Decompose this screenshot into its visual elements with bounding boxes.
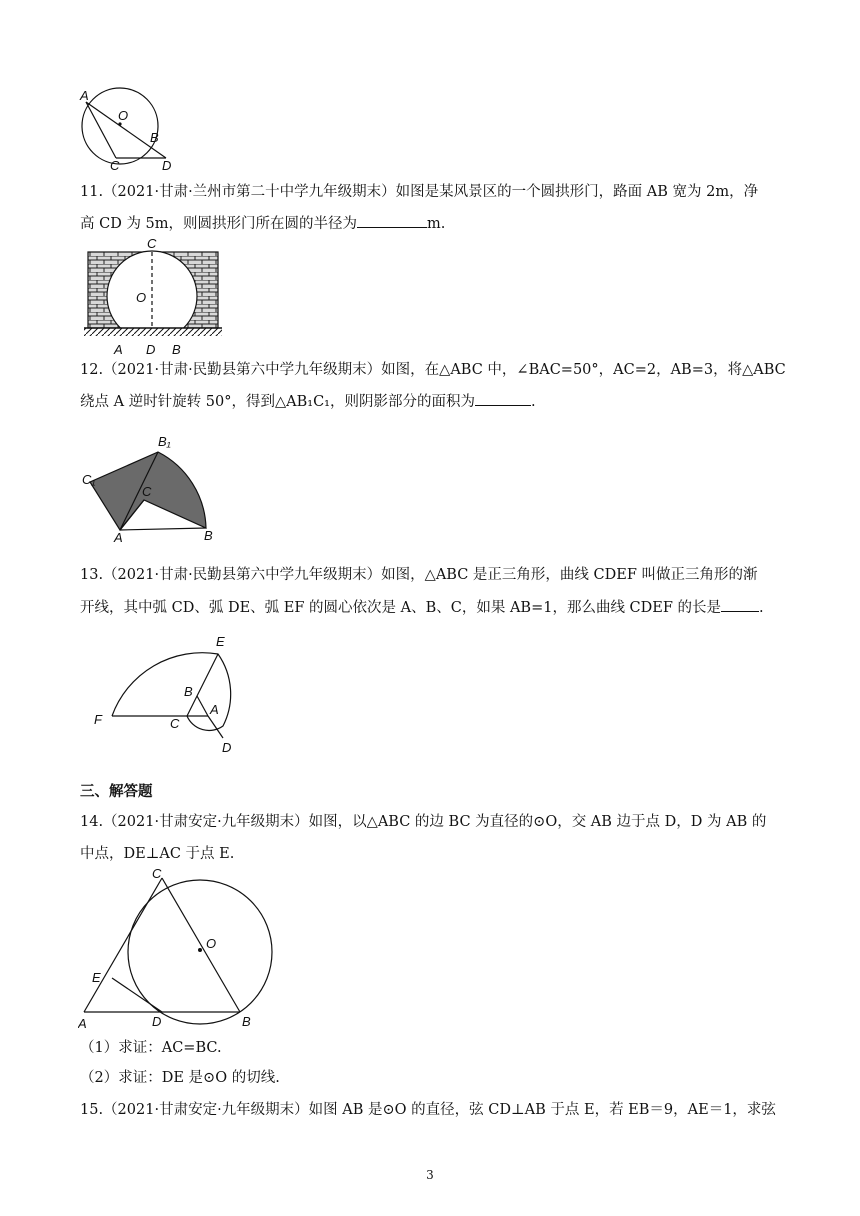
q12-line2-pre: 绕点 A 逆时针旋转 50°，得到△AB₁C₁，则阴影部分的面积为: [80, 394, 475, 410]
label-B1: B₁: [158, 434, 171, 449]
q12-line1: 12.（2021·甘肃·民勤县第六中学九年级期末）如图，在△ABC 中，∠BAC=50°，AC=2，AB=3，将△ABC: [80, 362, 786, 378]
q11-line2: [80, 214, 780, 234]
label-C: C: [170, 716, 180, 731]
figure-q10: [78, 86, 188, 172]
answer-blank: [475, 405, 531, 406]
answer-blank: [721, 611, 759, 612]
label-B: B: [172, 342, 181, 357]
label-E: E: [216, 634, 225, 649]
center-point: [198, 948, 202, 952]
segment-bc: [162, 878, 240, 1012]
ground-hatch: [84, 328, 222, 336]
label-A: A: [114, 530, 123, 544]
q14-sub2: （2）求证：DE 是⊙O 的切线.: [80, 1070, 280, 1086]
label-D: D: [152, 1014, 162, 1029]
label-A: A: [80, 88, 89, 103]
q14-sub1: （1）求证：AC=BC.: [80, 1040, 222, 1056]
label-E: E: [92, 970, 101, 985]
q12-line2-post: .: [531, 394, 536, 410]
label-B: B: [184, 684, 193, 699]
label-D: D: [162, 158, 172, 172]
label-O: O: [206, 936, 217, 951]
figure-q14: [78, 866, 278, 1032]
label-C: C: [142, 484, 152, 499]
figure-q12: [80, 432, 230, 544]
label-O: O: [118, 108, 129, 123]
figure-q13: [90, 630, 260, 760]
label-C1: C₁: [82, 472, 96, 487]
q11-line2-pre: 高 CD 为 5m，则圆拱形门所在圆的半径为: [80, 216, 358, 232]
label-B: B: [204, 528, 213, 543]
q13-line2: [80, 598, 780, 618]
label-O: O: [136, 290, 147, 305]
q13-line1: 13.（2021·甘肃·民勤县第六中学九年级期末）如图，△ABC 是正三角形，曲线 CDEF 叫做正三角形的渐: [80, 567, 758, 583]
segment-ac: [84, 878, 162, 1012]
label-C: C: [152, 866, 162, 881]
q11-line2-post: m.: [427, 216, 446, 232]
q13-line2-pre: 开线，其中弧 CD、弧 DE、弧 EF 的圆心依次是 A、B、C，如果 AB=1，那么曲线 CDEF 的长是: [80, 600, 722, 616]
q14-line2: 中点，DE⊥AC 于点 E.: [80, 846, 235, 862]
label-A: A: [114, 342, 123, 357]
label-A: A: [78, 1016, 87, 1031]
section-heading: 三、解答题: [80, 783, 153, 800]
label-F: F: [94, 712, 102, 727]
segment-ba: [197, 696, 208, 716]
q14-line1: 14.（2021·甘肃安定·九年级期末）如图，以△ABC 的边 BC 为直径的⊙O，交 AB 边于点 D，D 为 AB 的: [80, 814, 767, 830]
label-C: C: [110, 158, 120, 172]
figure-q11: [80, 232, 225, 358]
label-C: C: [147, 236, 157, 251]
label-D: D: [222, 740, 232, 755]
label-B: B: [242, 1014, 251, 1029]
answer-blank: [357, 227, 427, 228]
q15-line1: 15.（2021·甘肃安定·九年级期末）如图 AB 是⊙O 的直径，弦 CD⊥AB 于点 E，若 EB＝9，AE＝1，求弦: [80, 1102, 776, 1118]
label-D: D: [146, 342, 156, 357]
page-number: 3: [426, 1168, 434, 1182]
segment-de: [112, 978, 162, 1012]
segment-ab: [120, 528, 206, 530]
q11-line1: 11.（2021·甘肃·兰州市第二十中学九年级期末）如图是某风景区的一个圆拱形门，路面 AB 宽为 2m，净: [80, 184, 759, 200]
q12-line2: [80, 392, 780, 412]
label-B: B: [150, 130, 159, 145]
label-A: A: [210, 702, 219, 717]
q13-line2-post: .: [759, 600, 764, 616]
